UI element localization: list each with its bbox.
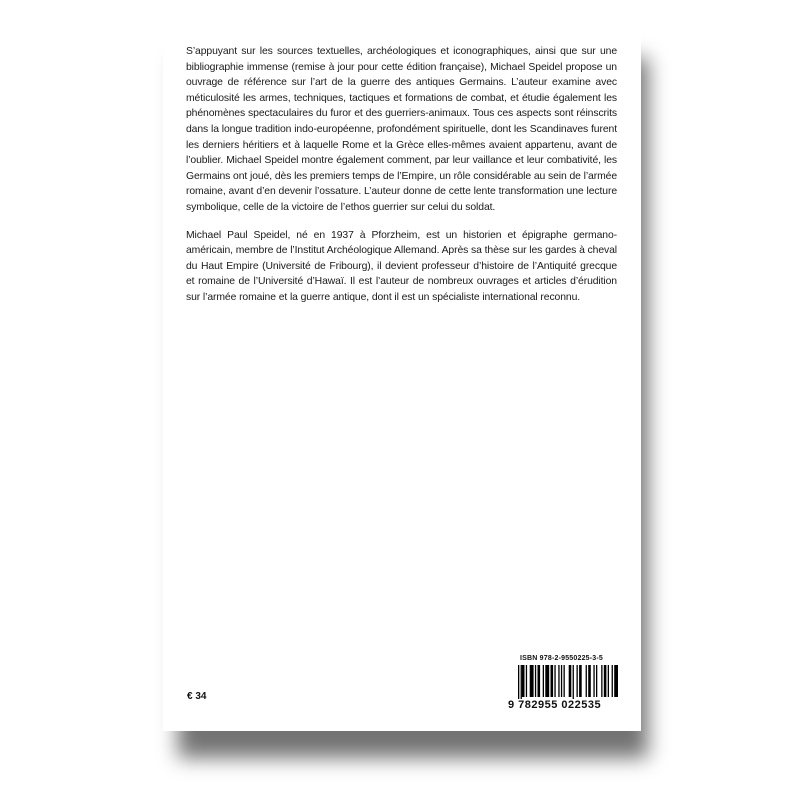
ean-digits: 9 782955 022535: [508, 699, 618, 711]
barcode-icon: [508, 665, 618, 701]
author-bio-paragraph: Michael Paul Speidel, né en 1937 à Pforzheim, est un historien et épigraphe germano-américain, membre de l’Institut Archéologique Allemand. Après sa thèse sur les gardes à cheval du Haut Empire (Université de Fribourg), il devient professeur d’histoire de l’Antiquité grecque et romaine de l’Université d’Hawaï. Il est l’auteur de nombreux ouvrages et articles d’érudition sur l’armée romaine et la guerre antique, dont il est un spécialiste international reconnu.: [186, 229, 617, 303]
book-back-cover: [163, 33, 641, 731]
isbn-label: ISBN 978-2-9550225-3-5: [520, 655, 604, 662]
isbn-barcode-block: [508, 655, 618, 711]
price-label: € 34: [187, 691, 207, 702]
book-description-paragraph: S’appuyant sur les sources textuelles, archéologiques et iconographiques, ainsi que sur une bibliographie immense (remise à jour pour cette édition française), Michael Speidel propose un ouvrage de référence sur l’art de la guerre des antiques Germains. L’auteur examine avec méticulosité les armes, techniques, tactiques et formations de combat, et étudie également les phénomènes spectaculaires du furor et des guerriers-animaux. Tous ces aspects sont réinscrits dans la longue tradition indo-européenne, profondément spirituelle, dont les Scandinaves furent les derniers héritiers et à laquelle Rome et la Grèce elles-mêmes avaient appartenu, avant de l’oublier. Michael Speidel montre également comment, par leur vaillance et leur combativité, les Germains ont joué, dès les premiers temps de l’Empire, un rôle considérable au sein de l’armée romaine, avant d’en devenir l’ossature. L’auteur donne de cette lente transformation une lecture symbolique, celle de la victoire de l’ethos guerrier sur celui du soldat.: [186, 46, 617, 213]
back-cover-text: [186, 44, 617, 318]
